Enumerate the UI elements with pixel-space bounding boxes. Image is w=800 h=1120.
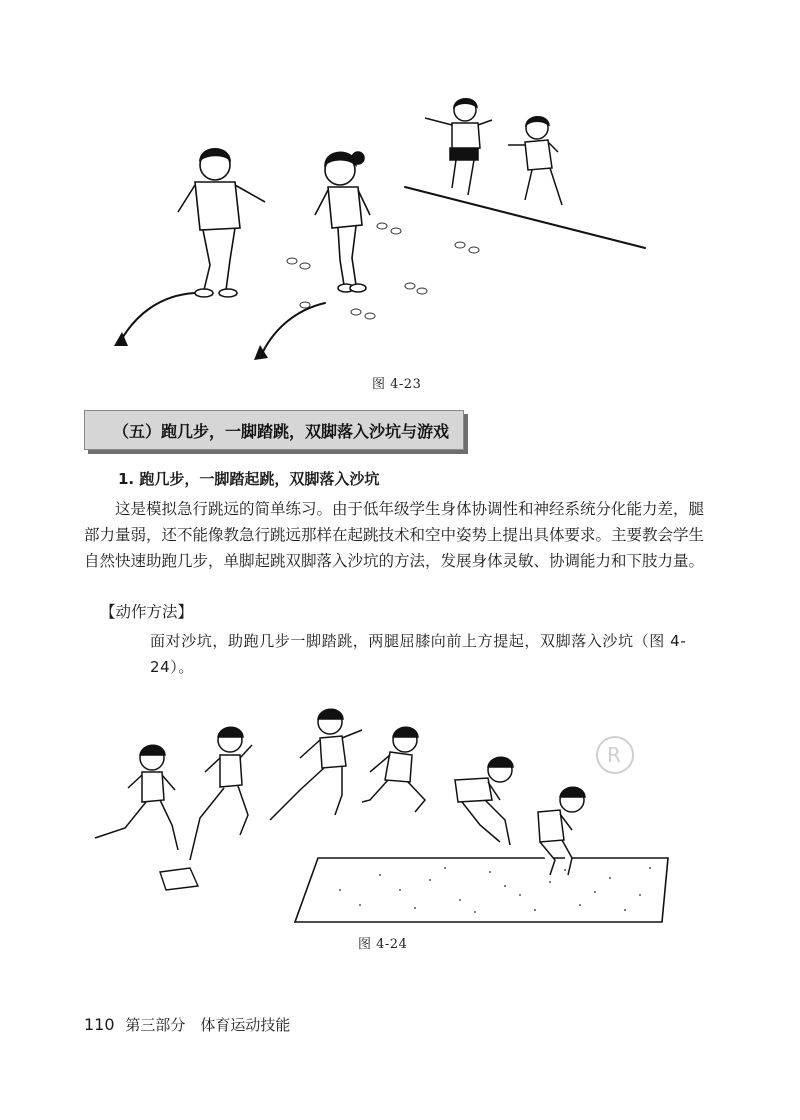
page-number: 110 <box>84 1015 115 1034</box>
curved-arrow-left <box>120 293 195 342</box>
figure-4-24-illustration <box>80 700 680 930</box>
method-text: 面对沙坑，助跑几步一脚踏跳，两腿屈膝向前上方提起，双脚落入沙坑（图 4-24）。 <box>150 632 687 676</box>
takeoff-board <box>160 868 198 890</box>
girl-flight-5 <box>455 757 513 845</box>
svg-text:R: R <box>607 743 621 767</box>
section-heading-box <box>84 410 464 450</box>
girl-flight-3 <box>270 709 362 820</box>
figure-4-23-illustration <box>100 90 660 370</box>
girl-flight-4 <box>362 727 425 812</box>
child-standing-arms-out <box>425 99 492 195</box>
child-jumping-arms-forward <box>508 117 562 205</box>
child-girl-hopping <box>315 152 370 292</box>
footer-section-title: 第三部分 体育运动技能 <box>125 1016 291 1034</box>
girl-running-1 <box>95 745 178 850</box>
curved-arrow-right <box>260 303 325 358</box>
method-label: 【动作方法】 <box>100 603 194 621</box>
figure-4-24-caption: 图 4-24 <box>358 937 408 952</box>
child-boy-hopping <box>178 149 265 297</box>
girl-takeoff-2 <box>190 727 252 860</box>
page-footer <box>84 1014 290 1035</box>
ground-line <box>405 187 645 248</box>
sand-pit <box>295 858 668 922</box>
body-paragraph: 这是模拟急行跳远的简单练习。由于低年级学生身体协调性和神经系统分化能力差，腿部力量弱，还不能像教急行跳远那样在起跳技术和空中姿势上提出具体要求。主要教会学生自然快速助跑几步，单脚起跳双脚落入沙坑的方法，发展身体灵敏、协调能力和下肢力量。 <box>84 500 705 570</box>
subsection-heading: 1. 跑几步，一脚踏起跳，双脚落入沙坑 <box>118 470 380 488</box>
figure-4-23-caption: 图 4-23 <box>372 377 422 392</box>
section-heading: （五）跑几步，一脚踏跳，双脚落入沙坑与游戏 <box>113 422 450 441</box>
